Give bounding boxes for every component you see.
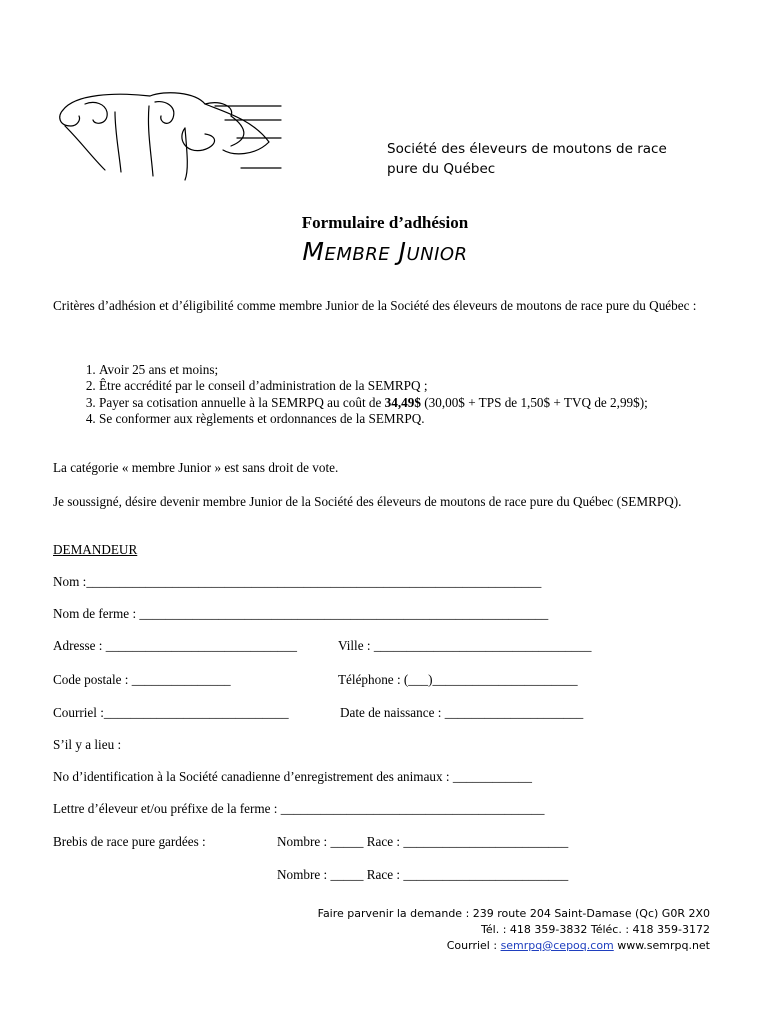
field-nombre-race-1[interactable]: Nombre : _____ Race : _________________________: [277, 834, 569, 849]
field-telephone[interactable]: Téléphone : (___)______________________: [338, 672, 578, 687]
criteria-item: [99, 411, 764, 427]
criteria-text: Payer sa cotisation annuelle à la SEMRPQ au coût de: [99, 394, 385, 410]
criteria-text: Être accrédité par le conseil d’administration de la SEMRPQ ;: [99, 378, 428, 394]
criteria-text: (30,00$ + TPS de 1,50$ + TVQ de 2,99$);: [420, 394, 648, 410]
footer-phone: Tél. : 418 359-3832 Téléc. : 418 359-3172: [481, 923, 710, 936]
field-adresse[interactable]: Adresse : _____________________________: [53, 638, 297, 653]
org-name-line1: Société des éleveurs de moutons de race: [387, 141, 667, 157]
field-no-identification[interactable]: No d’identification à la Société canadienne d’enregistrement des animaux : ____________: [53, 769, 532, 784]
org-name-line2: pure du Québec: [387, 161, 496, 177]
field-courriel[interactable]: Courriel :____________________________: [53, 705, 289, 720]
criteria-item: [99, 378, 764, 394]
vote-note: La catégorie « membre Junior » est sans droit de vote.: [53, 460, 339, 475]
footer-address: Faire parvenir la demande : 239 route 204 Saint-Damase (Qc) G0R 2X0: [317, 907, 710, 920]
footer-contact: [447, 939, 710, 952]
declaration-paragraph: Je soussigné, désire devenir membre Junior de la Société des éleveurs de moutons de race pure du Québec (SEMRPQ).: [53, 494, 682, 509]
fee-amount: 34,49$: [384, 394, 421, 410]
label-brebis: Brebis de race pure gardées :: [53, 834, 206, 849]
criteria-text: Se conformer aux règlements et ordonnances de la SEMRPQ.: [99, 411, 425, 427]
criteria-item: [99, 395, 764, 411]
field-nom-ferme[interactable]: Nom de ferme : ______________________________________________________________: [53, 606, 549, 621]
form-subtitle: Membre Junior: [302, 237, 468, 266]
field-code-postal[interactable]: Code postale : _______________: [53, 672, 231, 687]
footer-courriel-label: Courriel :: [446, 939, 501, 952]
label-sil-y-a-lieu: S’il y a lieu :: [53, 737, 122, 752]
intro-paragraph: Critères d’adhésion et d’éligibilité comme membre Junior de la Société des éleveurs de moutons de race pure du Québec :: [53, 298, 697, 313]
email-link[interactable]: semrpq@cepoq.com: [500, 939, 614, 952]
field-date-naissance[interactable]: Date de naissance : _____________________: [340, 705, 584, 720]
field-ville[interactable]: Ville : _________________________________: [338, 638, 592, 653]
website-link[interactable]: www.semrpq.net: [617, 939, 710, 952]
criteria-item: [99, 362, 764, 378]
field-lettre-eleveur[interactable]: Lettre d’éleveur et/ou préfixe de la ferme : ________________________________________: [53, 801, 545, 816]
field-nombre-race-2[interactable]: Nombre : _____ Race : _________________________: [277, 867, 569, 882]
semrpq-logo: [55, 82, 285, 182]
section-title-demandeur: DEMANDEUR: [53, 542, 138, 557]
criteria-list: [53, 362, 764, 428]
criteria-text: Avoir 25 ans et moins;: [99, 362, 219, 377]
form-title: Formulaire d’adhésion: [301, 213, 469, 232]
field-nom[interactable]: Nom :_____________________________________________________________________: [53, 574, 542, 589]
